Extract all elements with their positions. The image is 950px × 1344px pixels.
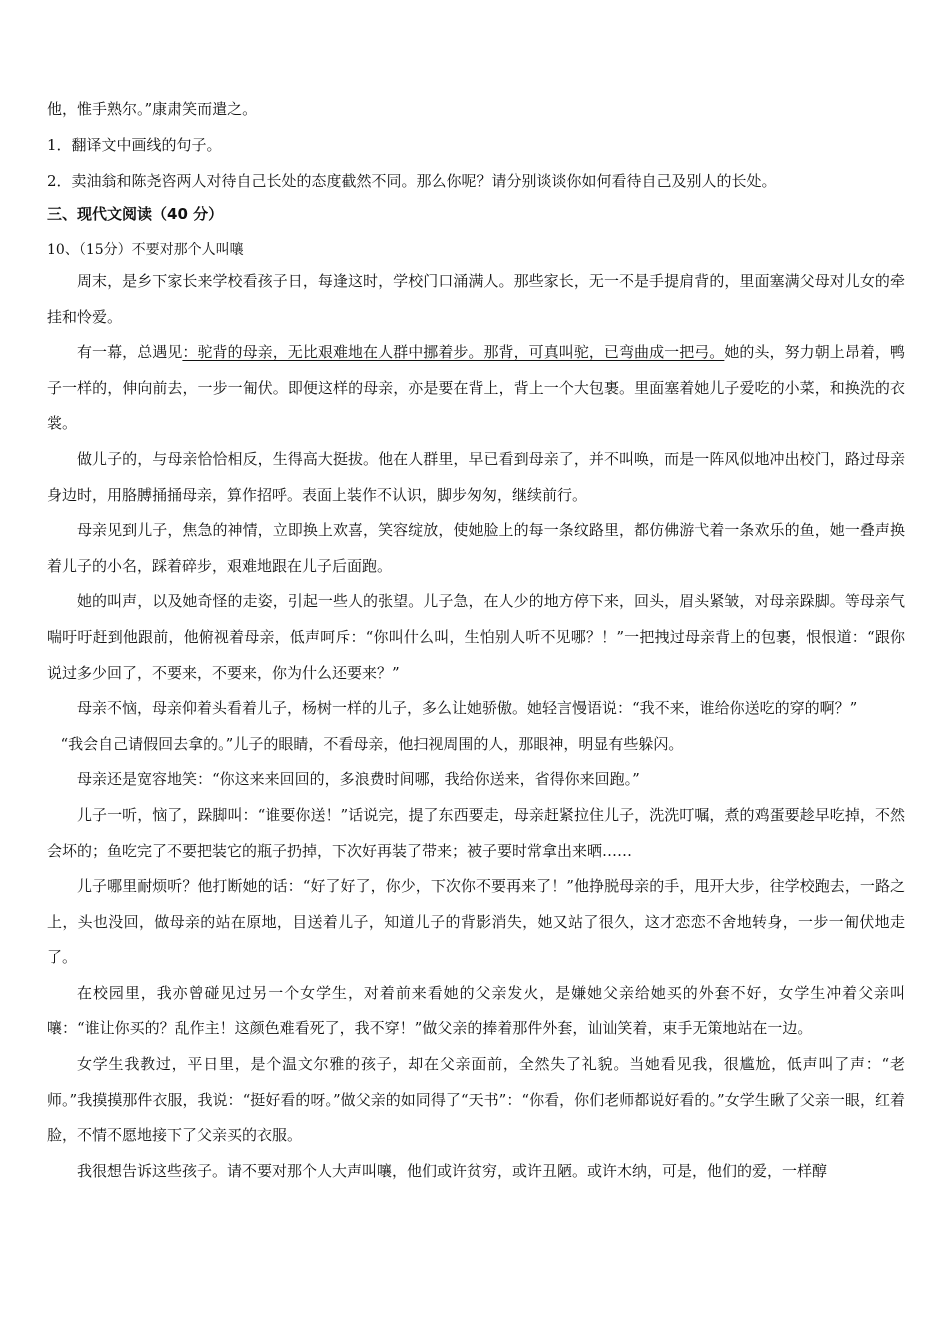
- paragraph-12: 女学生我教过，平日里，是个温文尔雅的孩子，却在父亲面前，全然失了礼貌。当她看见我，很尴尬，低声叫了声：“老师。”我摸摸那件衣服，我说：“挺好看的呀。”做父亲的如同得了“天书”：“你看，你们老师都说好看的。”女学生瞅了父亲一眼，红着脸，不情不愿地接下了父亲买的衣服。: [47, 1055, 905, 1145]
- paragraph-7: “我会自己请假回去拿的。”儿子的眼睛，不看母亲，他扫视周围的人，那眼神，明显有些躲闪。: [60, 734, 684, 753]
- section-heading: 三、现代文阅读（40 分）: [47, 205, 224, 223]
- paragraph-2-end: 她的头，努力朝上昂着，鸭子一样的，伸向前去，一步一匍伏。即便这样的母亲，亦是要在背上，背上一个大包裹。里面塞着她儿子爱吃的小菜，和换洗的衣裳。: [47, 343, 905, 433]
- paragraph-13: 我很想告诉这些孩子。请不要对那个人大声叫嚷，他们或许贫穷，或许丑陋。或许木纳，可是，他们的爱，一样醇: [77, 1161, 828, 1180]
- paragraph-6: 母亲不恼，母亲仰着头看着儿子，杨树一样的儿子，多么让她骄傲。她轻言慢语说：“我不来，谁给你送吃的穿的啊？”: [77, 699, 858, 718]
- paragraph-10: 儿子哪里耐烦听？他打断她的话：“好了好了，你少，下次你不要再来了！”他挣脱母亲的手，甩开大步，往学校跑去，一路之上，头也没回，做母亲的站在原地，目送着儿子，知道儿子的背影消失，她又站了很久，这才恋恋不舍地转身，一步一匍伏地走了。: [47, 877, 905, 967]
- paragraph-3: 做儿子的，与母亲恰恰相反，生得高大挺拔。他在人群里，早已看到母亲了，并不叫唤，而是一阵风似地冲出校门，路过母亲身边时，用胳膊捅捅母亲，算作招呼。表面上装作不认识，脚步匆匆，继续前行。: [47, 449, 905, 504]
- question-2: 2．卖油翁和陈尧咨两人对待自己长处的态度截然不同。那么你呢？请分别谈谈你如何看待自己及别人的长处。: [47, 172, 777, 190]
- paragraph-5: 她的叫声，以及她奇怪的走姿，引起一些人的张望。儿子急，在人少的地方停下来，回头，眉头紧皱，对母亲跺脚。等母亲气喘吁吁赶到他跟前，他俯视着母亲，低声呵斥：“你叫什么叫，生怕别人听不见哪？！”一把拽过母亲背上的包裹，恨恨道：“跟你说过多少回了，不要来，不要来，你为什么还要来？”: [47, 592, 905, 682]
- paragraph-8: 母亲还是宽容地笑：“你这来来回回的，多浪费时间哪，我给你送来，省得你来回跑。”: [77, 770, 640, 789]
- paragraph-9: 儿子一听，恼了，跺脚叫：“谁要你送！”话说完，提了东西要走，母亲赶紧拉住儿子，洗洗叮嘱，煮的鸡蛋要趁早吃掉，不然会坏的；鱼吃完了不要把装它的瓶子扔掉，下次好再装了带来；被子要时常拿出来晒……: [47, 805, 905, 860]
- paragraph-1: 周末，是乡下家长来学校看孩子日，每逢这时，学校门口涌满人。那些家长，无一不是手提肩背的，里面塞满父母对儿女的牵挂和怜爱。: [47, 272, 905, 326]
- underlined-sentence: ：驼背的母亲，无比艰难地在人群中挪着步。那背，可真叫驼，已弯曲成一把弓。: [182, 343, 725, 362]
- paragraph-2-start: 有一幕，总遇见: [77, 343, 183, 362]
- document-page: [47, 98, 905, 1189]
- paragraph-11: 在校园里，我亦曾碰见过另一个女学生，对着前来看她的父亲发火，是嫌她父亲给她买的外套不好，女学生冲着父亲叫嚷：“谁让你买的？乱作主！这颜色难看死了，我不穿！”做父亲的捧着那件外套，讪讪笑着，束手无策地站在一边。: [47, 983, 905, 1038]
- intro-line: 他，惟手熟尔。”康肃笑而遣之。: [47, 100, 258, 118]
- article-title: 10、（15分）不要对那个人叫嚷: [47, 242, 244, 258]
- paragraph-2: [47, 335, 905, 442]
- question-1: 1．翻译文中画线的句子。: [47, 136, 222, 154]
- paragraph-4: 母亲见到儿子，焦急的神情，立即换上欢喜，笑容绽放，使她脸上的每一条纹路里，都仿佛游弋着一条欢乐的鱼，她一叠声换着儿子的小名，踩着碎步，艰难地跟在儿子后面跑。: [47, 521, 905, 575]
